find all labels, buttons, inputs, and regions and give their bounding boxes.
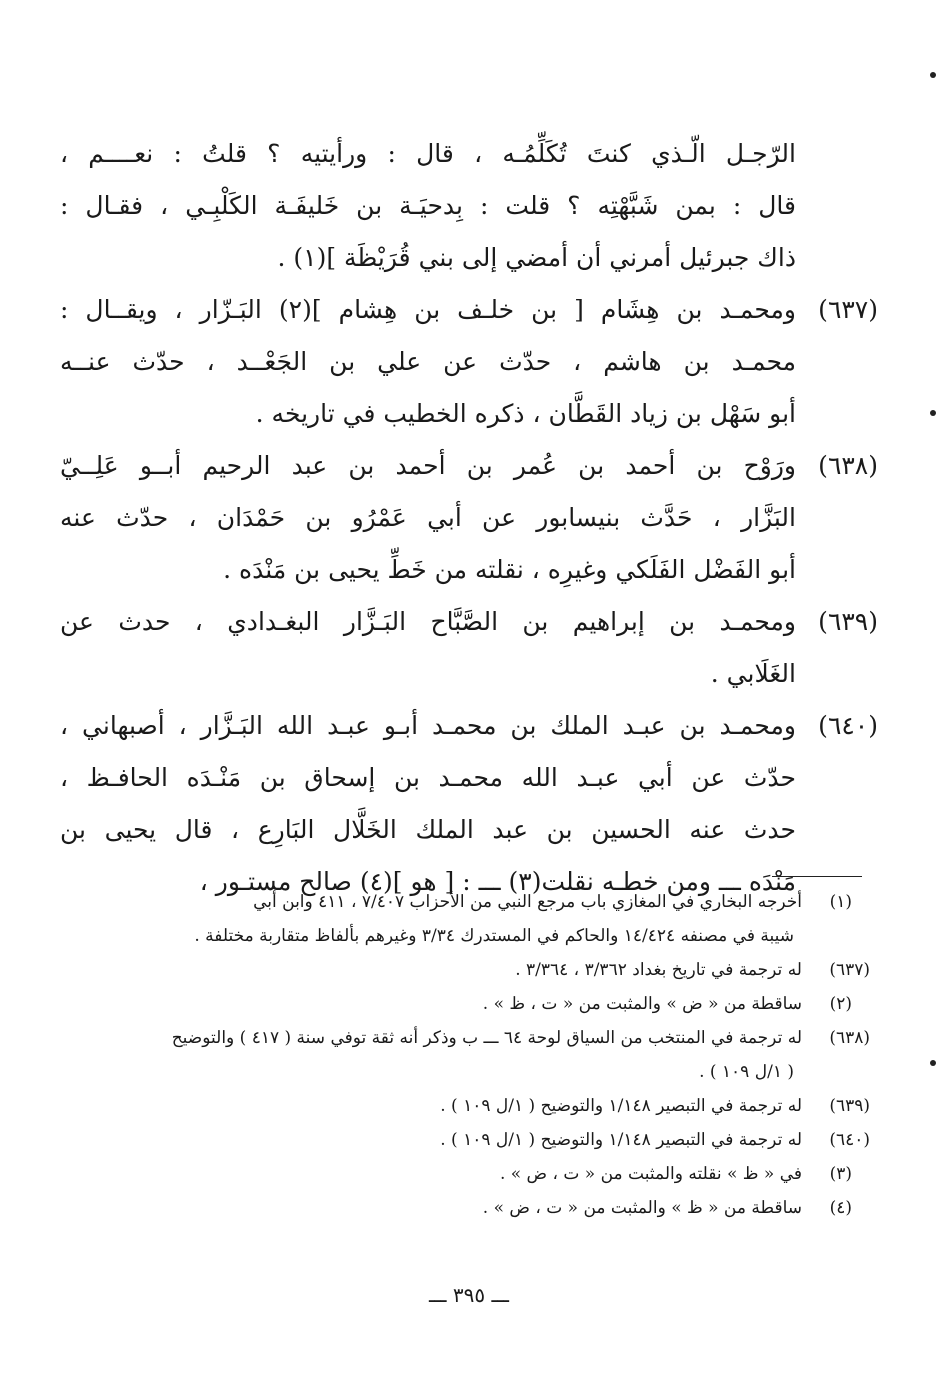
footnote	[110, 1089, 870, 1123]
entry-638	[60, 440, 878, 596]
footnote-text: له ترجمة في تاريخ بغداد ٣/٣٦٢ ، ٣/٣٦٤ .	[515, 960, 802, 980]
footnote-marker: (٦٣٧)	[829, 960, 870, 980]
text-line: محمـد بن هاشم ، حدّث عن علي بن الجَعْــد ، حدّث عنــه	[60, 347, 796, 376]
footnote-separator	[772, 876, 862, 877]
footnote	[110, 1123, 870, 1157]
text-line: الرّجـل الّـذي كنتَ تُكَلِّمُـه ، قال : ورأيتيه ؟ قلتُ : نعــــم ،	[60, 139, 796, 168]
footnote-marker: (٦٤٠)	[829, 1130, 870, 1150]
entry-639	[60, 596, 878, 700]
text-line: قال : بمن شَبَّهْتِه ؟ قلت : بِدحيَـة بن خَليفَـة الكَلْبِـي ، فقـال :	[60, 191, 796, 220]
text-line: أبو الفَضْل الفَلَكي وغيرِه ، نقلته من خَطِّ يحيى بن مَنْدَه .	[223, 555, 796, 584]
text-line: ورَوْح بن أحمد بن عُمر بن أحمد بن عبد الرحيم أبــو عَلِــيّ	[60, 451, 796, 480]
scan-speck	[930, 410, 936, 416]
entry-640	[60, 700, 878, 908]
text-line: البَزَّار ، حَدَّث بنيسابور عن أبي عَمْرُو بن حَمْدَان ، حدّث عنه	[60, 503, 796, 532]
footnote-text: ( ١/ل ١٠٩ ) .	[699, 1062, 794, 1082]
entry-number: (٦٣٨)	[818, 451, 878, 480]
footnote	[110, 1021, 870, 1089]
text-line: أبو سَهْل بن زياد القَطَّان ، ذكره الخطيب في تاريخه .	[255, 399, 796, 428]
entry-637	[60, 284, 878, 440]
footnote-marker: (٦٣٩)	[829, 1096, 870, 1116]
footnote	[110, 885, 870, 953]
text-line: ومحمـد بن هِشَام [ بن خلـف بن هِشام ](٢) البَـزّار ، ويقــال :	[60, 295, 796, 324]
footnote-text: في « ظ » نقلته والمثبت من « ت ، ض » .	[499, 1164, 802, 1184]
footnotes	[110, 885, 870, 1225]
footnote	[110, 1191, 870, 1225]
footnote-text: ساقطة من « ض » والمثبت من « ت ، ظ » .	[482, 994, 802, 1014]
footnote-marker: (٦٣٨)	[829, 1028, 870, 1048]
text-line: ومحمـد بن عبـد الملك بن محمـد أبـو عبـد الله البَـزَّار ، أصبهاني ،	[60, 711, 796, 740]
footnote-text: له ترجمة في التبصير ١/١٤٨ والتوضيح ( ١/ل ١٠٩ ) .	[440, 1096, 802, 1116]
main-text	[60, 128, 878, 908]
footnote-marker: (٢)	[829, 994, 852, 1014]
footnote-text: له ترجمة في المنتخب من السياق لوحة ٦٤ ـــ ب وذكر أنه ثقة توفي سنة ( ٤١٧ ) والتوضيح	[171, 1028, 802, 1048]
footnote-text: له ترجمة في التبصير ١/١٤٨ والتوضيح ( ١/ل ١٠٩ ) .	[440, 1130, 802, 1150]
scan-speck	[930, 72, 936, 78]
text-line: حدث عنه الحسين بن عبد الملك الخَلَّال البَارِع ، قال يحيى بن	[60, 815, 796, 844]
footnote-text: شيبة في مصنفه ١٤/٤٢٤ والحاكم في المستدرك ٣/٣٤ وغيرهم بألفاظ متقاربة مختلفة .	[194, 926, 794, 946]
text-line: ومحمـد بن إبراهيم بن الصَّبَّاح البَـزَّار البغـدادي ، حدث عن	[60, 607, 796, 636]
footnote-marker: (٤)	[829, 1198, 852, 1218]
entry-number: (٦٤٠)	[818, 711, 878, 740]
footnote-marker: (١)	[829, 892, 852, 912]
text-line: حدّث عن أبي عبـد الله محمـد بن إسحاق بن مَنْـدَه الحافـظ ،	[60, 763, 796, 792]
text-line: الغَلَابي .	[710, 659, 796, 688]
footnote	[110, 987, 870, 1021]
footnote-text: ساقطة من « ظ » والمثبت من « ت ، ض » .	[482, 1198, 802, 1218]
scan-speck	[930, 1060, 936, 1066]
footnote-marker: (٣)	[829, 1164, 852, 1184]
entry-number: (٦٣٩)	[818, 607, 878, 636]
text-line: ذاك جبرئيل أمرني أن أمضي إلى بني قُرَيْظَة ](١) .	[277, 243, 796, 272]
page-number: ـــ ٣٩٥ ـــ	[428, 1283, 510, 1307]
footnote	[110, 953, 870, 987]
footnote-text: أخرجه البخاري في المغازي باب مرجع النبي من الأحزاب ٧/٤٠٧ ، ٤١١ وابن أبي	[253, 892, 802, 912]
footnote	[110, 1157, 870, 1191]
text-line: مَنْدَه ـــ ومن خطـه نقلت(٣) ـــ : [ هو ](٤) صالح مستـور ،	[199, 867, 796, 896]
intro-paragraph	[60, 128, 878, 284]
entry-number: (٦٣٧)	[818, 295, 878, 324]
